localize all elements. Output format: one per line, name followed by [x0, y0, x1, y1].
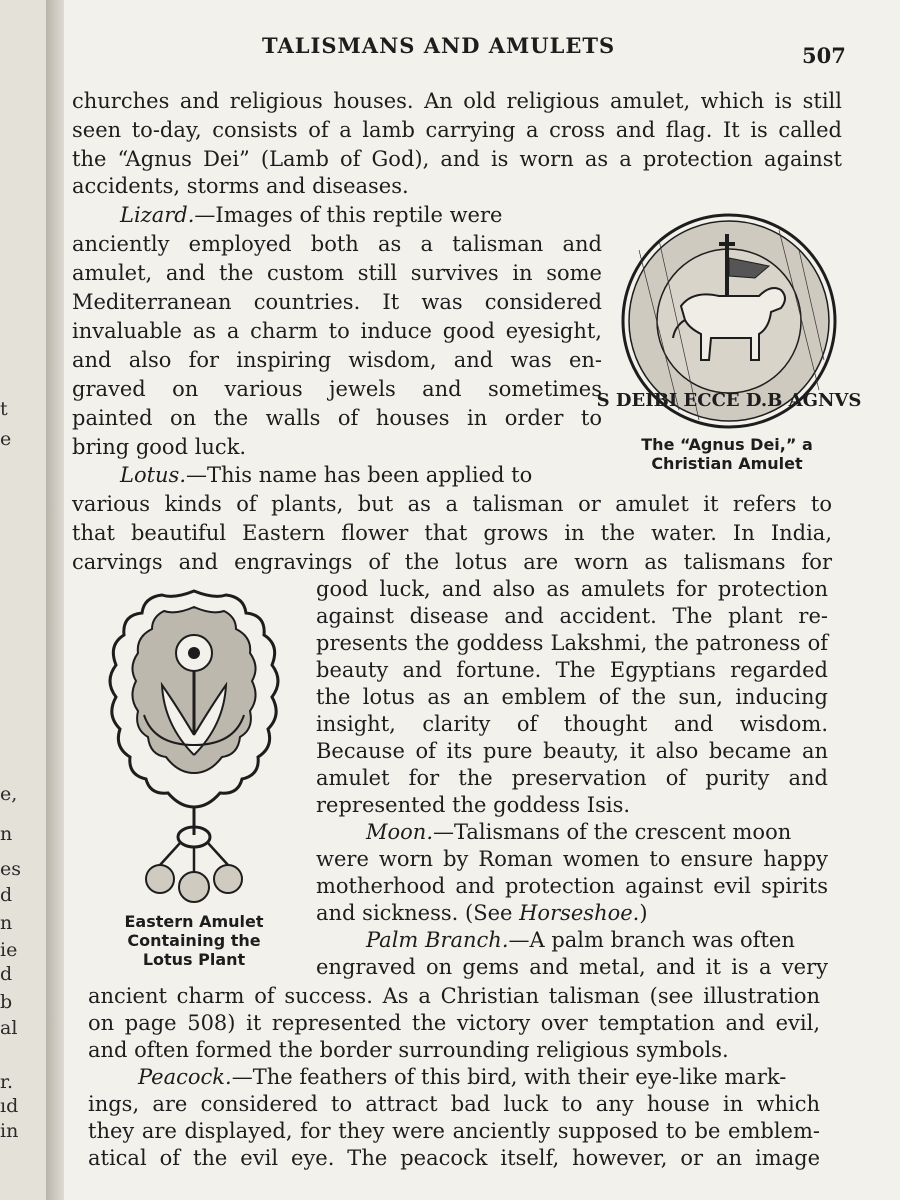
entry-term: Lotus.	[120, 463, 187, 487]
margin-fragment: e	[0, 428, 12, 450]
text-line: bring good luck.	[72, 435, 247, 459]
figure-caption: Eastern Amulet Containing the Lotus Plant	[124, 912, 264, 969]
margin-fragment: d	[0, 884, 13, 906]
margin-fragment: ıd	[0, 1095, 19, 1117]
margin-fragment: d	[0, 963, 13, 985]
text-line: invaluable as a charm to induce good eyesight,	[72, 319, 602, 343]
margin-fragment: e,	[0, 783, 18, 805]
text-line: Lizard.—Images of this reptile were	[120, 203, 503, 227]
text-line: on page 508) it represented the victory over temptation and evil,	[88, 1011, 820, 1035]
entry-term: Lizard.	[120, 203, 195, 227]
margin-fragment: r.	[0, 1071, 14, 1093]
text-line: the “Agnus Dei” (Lamb of God), and is worn as a protection against	[72, 147, 842, 171]
entry-term: Palm Branch.	[366, 928, 509, 952]
lotus-amulet-illustration	[104, 585, 284, 910]
margin-fragment: t	[0, 398, 8, 420]
text-line: they are displayed, for they were anciently supposed to be emblem-	[88, 1119, 820, 1143]
text-line: that beautiful Eastern flower that grows in the water. In India,	[72, 521, 832, 545]
text-line: anciently employed both as a talisman and	[72, 232, 602, 256]
text-line: accidents, storms and diseases.	[72, 174, 409, 198]
book-page	[64, 0, 900, 1200]
agnus-dei-coin-illustration	[596, 210, 862, 432]
text-line: churches and religious houses. An old religious amulet, which is still	[72, 89, 842, 113]
text-line: carvings and engravings of the lotus are worn as talismans for	[72, 550, 832, 574]
text-line: engraved on gems and metal, and it is a very	[316, 955, 828, 979]
text-line: the lotus as an emblem of the sun, inducing	[316, 685, 828, 709]
entry-term: Moon.	[366, 820, 433, 844]
text-line: insight, clarity of thought and wisdom.	[316, 712, 828, 736]
text-line: against disease and accident. The plant re-	[316, 604, 828, 628]
page-number: 507	[802, 43, 846, 68]
text-line: Moon.—Talismans of the crescent moon	[366, 820, 792, 844]
text-line: atical of the evil eye. The peacock itself, however, or an image	[88, 1146, 820, 1170]
text-line: Peacock.—The feathers of this bird, with their eye-like mark-	[138, 1065, 787, 1089]
book-gutter	[46, 0, 64, 1200]
entry-term: Peacock.	[138, 1065, 232, 1089]
text-line: various kinds of plants, but as a talisman or amulet it refers to	[72, 492, 832, 516]
text-line: ings, are considered to attract bad luck to any house in which	[88, 1092, 820, 1116]
text-line: and often formed the border surrounding religious symbols.	[88, 1038, 729, 1062]
text-line: seen to-day, consists of a lamb carrying a cross and flag. It is called	[72, 118, 842, 142]
text-line: were worn by Roman women to ensure happy	[316, 847, 828, 871]
margin-fragment: ie	[0, 939, 18, 961]
text-line: motherhood and protection against evil spirits	[316, 874, 828, 898]
text-line: good luck, and also as amulets for protection	[316, 577, 828, 601]
text-line: painted on the walls of houses in order to	[72, 406, 602, 430]
margin-fragment: in	[0, 1120, 19, 1142]
left-page-edge	[0, 0, 47, 1200]
text-line: amulet for the preservation of purity and	[316, 766, 828, 790]
text-line: beauty and fortune. The Egyptians regarded	[316, 658, 828, 682]
margin-fragment: n	[0, 912, 13, 934]
text-line: amulet, and the custom still survives in some	[72, 261, 602, 285]
text-line: Mediterranean countries. It was considered	[72, 290, 602, 314]
figure-caption: The “Agnus Dei,” a Christian Amulet	[641, 435, 813, 473]
cross-reference: Horseshoe.	[519, 901, 640, 925]
text-line: Because of its pure beauty, it also became an	[316, 739, 828, 763]
margin-fragment: b	[0, 991, 13, 1013]
running-header: TALISMANS AND AMULETS	[262, 33, 616, 58]
text-line: and also for inspiring wisdom, and was en-	[72, 348, 602, 372]
text-line: Lotus.—This name has been applied to	[120, 463, 533, 487]
margin-fragment: n	[0, 823, 13, 845]
text-line: Palm Branch.—A palm branch was often	[366, 928, 795, 952]
text-line: represented the goddess Isis.	[316, 793, 631, 817]
coin-inscription: S DEIBI ECCE D.B AGNVS	[596, 390, 862, 411]
margin-fragment: es	[0, 858, 21, 880]
text-line: graved on various jewels and sometimes	[72, 377, 602, 401]
margin-fragment: al	[0, 1017, 18, 1039]
text-line: and sickness. (See Horseshoe.)	[316, 901, 648, 925]
text-line: ancient charm of success. As a Christian talisman (see illustration	[88, 984, 820, 1008]
text-line: presents the goddess Lakshmi, the patroness of	[316, 631, 828, 655]
